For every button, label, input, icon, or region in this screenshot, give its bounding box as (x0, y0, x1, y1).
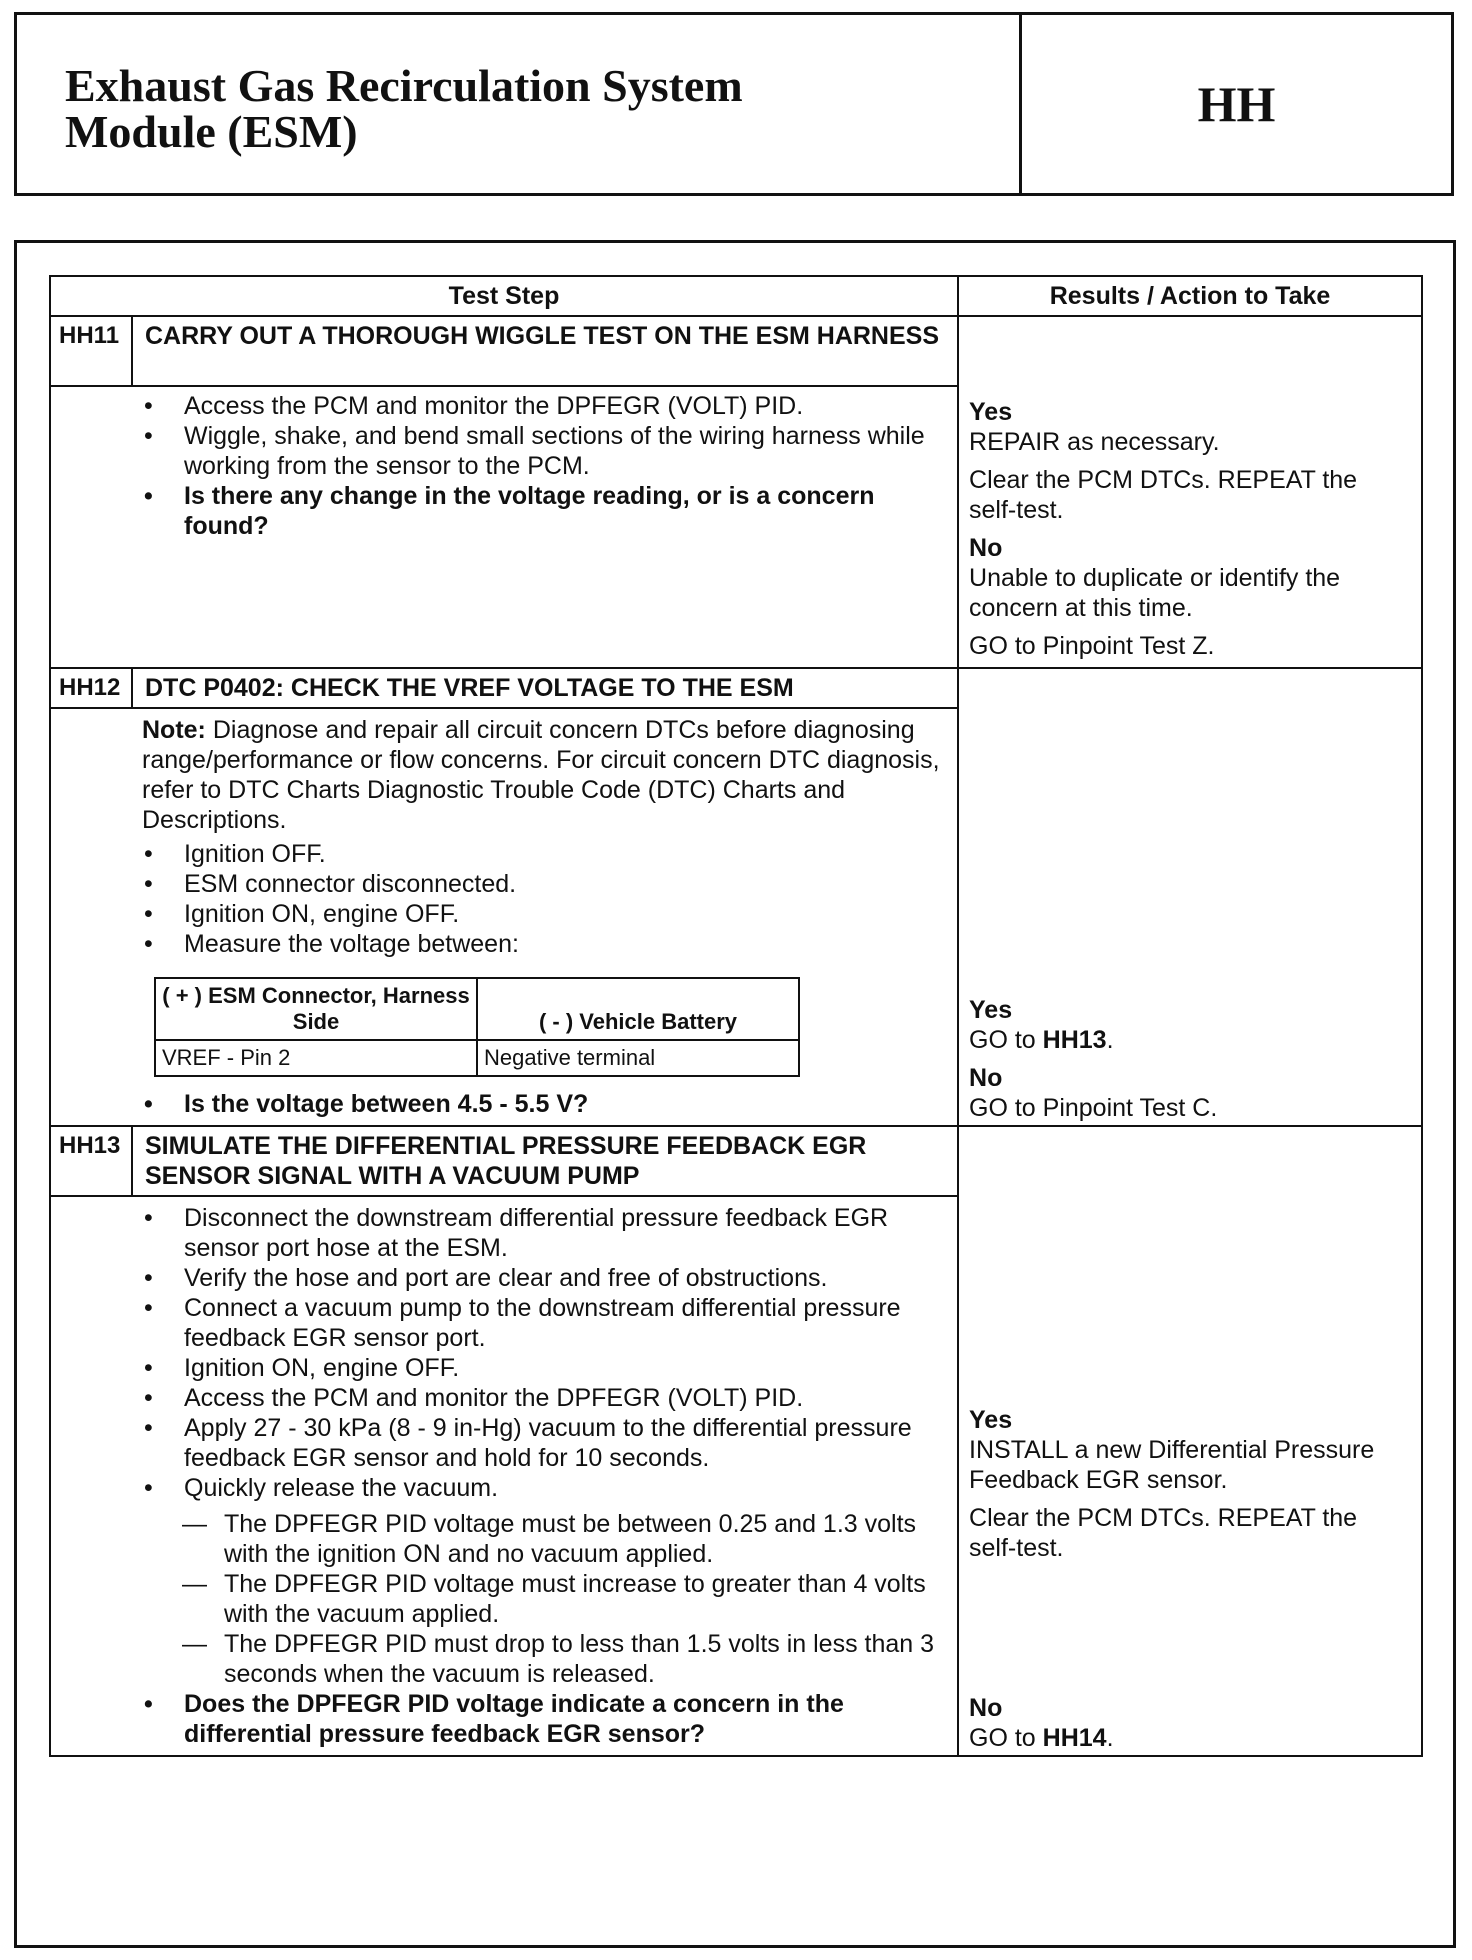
measurement-header-row (155, 978, 799, 1040)
measurement-cell: Negative terminal (477, 1040, 799, 1076)
step-title: SIMULATE THE DIFFERENTIAL PRESSURE FEEDBACK EGR SENSOR SIGNAL WITH A VACUUM PUMP (132, 1126, 958, 1196)
no-target: HH14 (1042, 1724, 1107, 1752)
measurement-row (155, 1040, 799, 1076)
step-title: CARRY OUT A THOROUGH WIGGLE TEST ON THE ESM HARNESS (132, 316, 958, 386)
bullet-item: • ESM connector disconnected. (142, 869, 943, 899)
id-spacer (50, 1196, 132, 1756)
page-title (17, 15, 1022, 193)
no-label: No (969, 1064, 1003, 1092)
content-frame (14, 240, 1456, 1948)
no-go: GO to (969, 1724, 1043, 1752)
bullet-list (142, 391, 943, 541)
step-body (132, 386, 958, 668)
col-header-test-step: Test Step (50, 276, 958, 316)
step-body (132, 708, 958, 1126)
yes-label: Yes (969, 1406, 1013, 1434)
bullet-item: • Connect a vacuum pump to the downstream differential pressure feedback EGR sensor port. (142, 1293, 943, 1353)
yes-text: GO to HH13. (969, 1026, 1114, 1054)
step-question: • Does the DPFEGR PID voltage indicate a concern in the differential pressure feedback EGR sensor? (142, 1689, 943, 1749)
bullet-item: • Ignition ON, engine OFF. (142, 1353, 943, 1383)
bullet-item (142, 1473, 943, 1503)
dash-item: — The DPFEGR PID voltage must be between 0.25 and 1.3 volts with the ignition ON and no vacuum applied. (142, 1509, 943, 1569)
measurement-col-battery: ( - ) Vehicle Battery (477, 978, 799, 1040)
yes-text: REPAIR as necessary. (969, 428, 1220, 456)
table-header-row (50, 276, 1422, 316)
step-result (958, 316, 1422, 668)
step-question: • Is the voltage between 4.5 - 5.5 V? (142, 1089, 943, 1119)
no-text: Unable to duplicate or identify the concern at this time. (969, 564, 1341, 622)
yes-text: Clear the PCM DTCs. REPEAT the self-test. (969, 1504, 1358, 1562)
id-spacer (50, 386, 132, 668)
dash-list (142, 1509, 943, 1689)
step-title: DTC P0402: CHECK THE VREF VOLTAGE TO THE ESM (132, 668, 958, 708)
yes-text: INSTALL a new Differential Pressure Feedback EGR sensor. (969, 1436, 1375, 1494)
step-question: • Is there any change in the voltage reading, or is a concern found? (142, 481, 943, 541)
title-line-1: Exhaust Gas Recirculation System (65, 60, 743, 111)
measurement-cell: VREF - Pin 2 (155, 1040, 477, 1076)
bullet-item: • Access the PCM and monitor the DPFEGR (VOLT) PID. (142, 391, 943, 421)
bullet-item: • Wiggle, shake, and bend small sections of the wiring harness while working from the sensor to the PCM. (142, 421, 943, 481)
step-result (958, 668, 1422, 1126)
yes-label: Yes (969, 996, 1013, 1024)
page-header (14, 12, 1454, 196)
section-code: HH (1197, 76, 1276, 132)
bullet-item: • Access the PCM and monitor the DPFEGR (VOLT) PID. (142, 1383, 943, 1413)
yes-label: Yes (969, 398, 1013, 426)
measurement-table (154, 977, 800, 1077)
bullet-text: Quickly release the vacuum. (184, 1474, 499, 1502)
yes-go: GO to (969, 1026, 1043, 1054)
bullet-item: • Verify the hose and port are clear and free of obstructions. (142, 1263, 943, 1293)
no-text: GO to Pinpoint Test C. (969, 1094, 1218, 1122)
no-text: GO to Pinpoint Test Z. (969, 632, 1215, 660)
step-id: HH11 (50, 316, 132, 386)
title-line-2: Module (ESM) (65, 106, 358, 157)
no-label: No (969, 534, 1003, 562)
yes-target: HH13 (1042, 1026, 1107, 1054)
measurement-col-esm: ( + ) ESM Connector, Harness Side (155, 978, 477, 1040)
yes-text: Clear the PCM DTCs. REPEAT the self-test. (969, 466, 1358, 524)
no-label: No (969, 1694, 1003, 1722)
step-id: HH13 (50, 1126, 132, 1196)
step-body (132, 1196, 958, 1756)
dash-item: — The DPFEGR PID voltage must increase to greater than 4 volts with the vacuum applied. (142, 1569, 943, 1629)
bullet-item: • Disconnect the downstream differential pressure feedback EGR sensor port hose at the ESM. (142, 1203, 943, 1263)
step-note (142, 715, 943, 835)
bullet-item: • Ignition OFF. (142, 839, 943, 869)
note-label: Note: (142, 716, 206, 744)
bullet-list (142, 839, 943, 959)
step-title-row (50, 668, 1422, 708)
bullet-list (142, 1203, 943, 1503)
step-result (958, 1126, 1422, 1756)
bullet-item: • Ignition ON, engine OFF. (142, 899, 943, 929)
dash-item: — The DPFEGR PID must drop to less than 1.5 volts in less than 3 seconds when the vacuum is released. (142, 1629, 943, 1689)
note-text: Diagnose and repair all circuit concern DTCs before diagnosing range/performance or flow concerns. For circuit concern DTC diagnosis, refer to DTC Charts Diagnostic Trouble Code (DTC) Charts and Descriptions. (142, 716, 940, 834)
no-text: GO to HH14. (969, 1724, 1114, 1752)
bullet-item: • Measure the voltage between: (142, 929, 943, 959)
step-title-row (50, 316, 1422, 386)
test-step-table (49, 275, 1423, 1757)
bullet-item: • Apply 27 - 30 kPa (8 - 9 in-Hg) vacuum to the differential pressure feedback EGR sensor and hold for 10 seconds. (142, 1413, 943, 1473)
bullet-list (142, 1689, 943, 1749)
step-title-row (50, 1126, 1422, 1196)
bullet-list (142, 1089, 943, 1119)
col-header-results: Results / Action to Take (958, 276, 1422, 316)
id-spacer (50, 708, 132, 1126)
step-id: HH12 (50, 668, 132, 708)
